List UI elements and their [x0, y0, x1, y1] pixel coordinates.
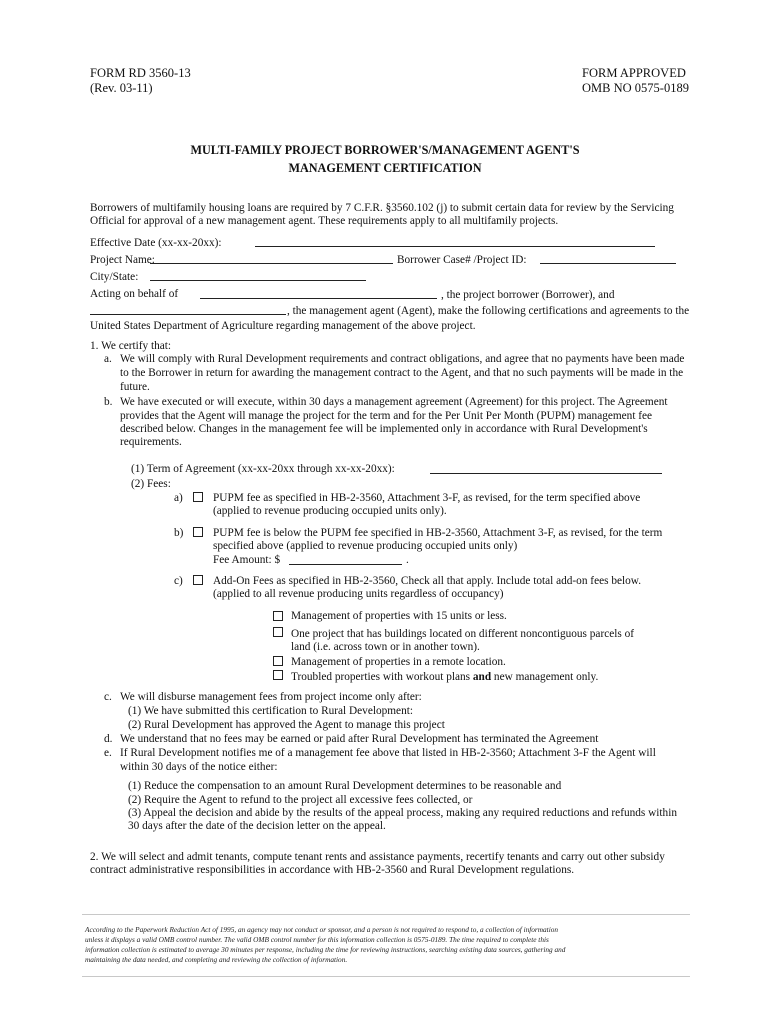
- item-d-label: d.: [104, 733, 113, 745]
- item-e-4: 30 days after the date of the decision letter on the appeal.: [128, 820, 386, 832]
- item-a-line1: We will comply with Rural Development requirements and contract obligations, and agree that no payments have been made: [120, 353, 685, 365]
- fee-c-line2: (applied to all revenue producing units regardless of occupancy): [213, 588, 504, 600]
- footer-line3: information collection is estimated to average 30 minutes per response, including the time for reviewing instructions, searching existing data sources, gathering and: [85, 945, 566, 954]
- addon-4-text: [291, 670, 598, 684]
- fee-b-checkbox[interactable]: [193, 527, 203, 537]
- effective-date-label: Effective Date (xx-xx-20xx):: [90, 237, 222, 249]
- item-b-line1: We have executed or will execute, within 30 days a management agreement (Agreement) for this project. The Agreement: [120, 396, 668, 408]
- item-e-label: e.: [104, 747, 112, 759]
- borrower-name-field[interactable]: [200, 298, 437, 299]
- fee-b-line1: PUPM fee is below the PUPM fee specified in HB-2-3560, Attachment 3-F, as revised, for the term: [213, 527, 663, 539]
- addon-4-checkbox[interactable]: [273, 670, 283, 680]
- fee-amount-field[interactable]: [289, 564, 402, 565]
- intro-line2: Official for approval of a new management agent. These requirements apply to all multifamily projects.: [90, 215, 559, 227]
- item-b-line4: requirements.: [120, 436, 182, 448]
- item-e-1: (1) Reduce the compensation to an amount Rural Development determines to be reasonable and: [128, 780, 562, 792]
- fee-b-label: b): [174, 527, 184, 539]
- addon-4-text-post: new management only.: [491, 671, 599, 683]
- fees-label: (2) Fees:: [131, 478, 171, 490]
- agent-suffix: , the management agent (Agent), make the following certifications and agreements to the: [287, 305, 690, 317]
- addon-1-text: Management of properties with 15 units or less.: [291, 610, 507, 622]
- fee-b-line2: specified above (applied to revenue producing occupied units only): [213, 540, 518, 552]
- form-number: FORM RD 3560-13: [90, 66, 191, 80]
- item-b-line3: described below. Changes in the management fee will be implemented only in accordance with Rural Development's: [120, 423, 648, 435]
- item-e-3: (3) Appeal the decision and abide by the results of the appeal process, making any required reductions and refunds within: [128, 807, 677, 819]
- item-d-text: We understand that no fees may be earned or paid after Rural Development has terminated the Agreement: [120, 733, 599, 745]
- addon-2-checkbox[interactable]: [273, 627, 283, 637]
- item-a-line2: to the Borrower in return for awarding the management contract to the Agent, and that no such payments will be made in the: [120, 367, 684, 379]
- page-title-line1: MULTI-FAMILY PROJECT BORROWER'S/MANAGEMENT AGENT'S: [190, 143, 580, 157]
- borrower-case-field[interactable]: [540, 263, 676, 264]
- fee-a-label: a): [174, 492, 183, 504]
- section2-line2: contract administrative responsibilities in accordance with HB-2-3560 and Rural Development regulations.: [90, 864, 575, 876]
- footer-line4: maintaining the data needed, and completing and reviewing the collection of information.: [85, 955, 348, 964]
- acting-on-behalf-label: Acting on behalf of: [90, 288, 179, 300]
- city-state-label: City/State:: [90, 271, 139, 283]
- item-a-label: a.: [104, 353, 112, 365]
- page-title-line2: MANAGEMENT CERTIFICATION: [288, 161, 482, 175]
- footer-bottom-rule: [82, 976, 690, 977]
- addon-4-text-bold: and: [472, 671, 492, 683]
- fee-a-line1: PUPM fee as specified in HB-2-3560, Attachment 3-F, as revised, for the term specified above: [213, 492, 641, 504]
- footer-line2: unless it displays a valid OMB control number. The valid OMB control number for this information collection is 0575-0189. The time required to complete this: [85, 935, 549, 944]
- term-of-agreement-field[interactable]: [430, 473, 662, 474]
- fee-a-line2: (applied to revenue producing occupied units only).: [213, 505, 447, 517]
- footer-line1: According to the Paperwork Reduction Act of 1995, an agency may not conduct or sponsor, and a person is not required to respond to, a collection of information: [85, 925, 559, 934]
- item-e-line1: If Rural Development notifies me of a management fee above that listed in HB-2-3560; Attachment 3-F the Agent will: [120, 747, 656, 759]
- addon-1-checkbox[interactable]: [273, 611, 283, 621]
- addon-3-text: Management of properties in a remote location.: [291, 656, 506, 668]
- project-name-label: Project Name:: [90, 254, 155, 266]
- intro-line1: Borrowers of multifamily housing loans are required by 7 C.F.R. §3560.102 (j) to submit certain data for review by the Servicing: [90, 202, 674, 214]
- agent-name-field[interactable]: [90, 314, 286, 315]
- effective-date-field[interactable]: [255, 246, 655, 247]
- item-a-line3: future.: [120, 381, 150, 393]
- section1-heading: 1. We certify that:: [90, 340, 172, 352]
- term-label: (1) Term of Agreement (xx-xx-20xx through xx-xx-20xx):: [131, 463, 395, 475]
- item-c-1: (1) We have submitted this certification to Rural Development:: [128, 705, 413, 717]
- item-b-line2: provides that the Agent will manage the project for the term and for the Per Unit Per Month (PUPM) management fee: [120, 410, 653, 422]
- fee-c-line1: Add-On Fees as specified in HB-2-3560, Check all that apply. Include total add-on fees below.: [213, 575, 642, 587]
- item-e-2: (2) Require the Agent to refund to the project all excessive fees collected, or: [128, 794, 473, 806]
- form-revision: (Rev. 03-11): [90, 81, 153, 95]
- item-c-label: c.: [104, 691, 112, 703]
- fee-amount-period: .: [406, 554, 409, 566]
- item-c-text: We will disburse management fees from project income only after:: [120, 691, 422, 703]
- fee-a-checkbox[interactable]: [193, 492, 203, 502]
- fee-amount-label: Fee Amount: $: [213, 554, 281, 566]
- omb-number: OMB NO 0575-0189: [582, 81, 689, 95]
- borrower-suffix: , the project borrower (Borrower), and: [441, 289, 615, 301]
- addon-3-checkbox[interactable]: [273, 656, 283, 666]
- fee-c-checkbox[interactable]: [193, 575, 203, 585]
- footer-top-rule: [82, 914, 690, 915]
- acting-line3: United States Department of Agriculture regarding management of the above project.: [90, 320, 476, 332]
- addon-2-text: One project that has buildings located on different noncontiguous parcels of: [291, 628, 634, 640]
- city-state-field[interactable]: [150, 280, 366, 281]
- project-name-field[interactable]: [150, 263, 393, 264]
- fee-c-label: c): [174, 575, 183, 587]
- item-b-label: b.: [104, 396, 113, 408]
- item-c-2: (2) Rural Development has approved the Agent to manage this project: [128, 719, 445, 731]
- borrower-case-label: Borrower Case# /Project ID:: [397, 254, 527, 266]
- addon-4-text-pre: Troubled properties with workout plans: [291, 671, 473, 683]
- form-approved: FORM APPROVED: [582, 66, 686, 80]
- section2-line1: 2. We will select and admit tenants, compute tenant rents and assistance payments, recertify tenants and carry out other subsidy: [90, 851, 665, 863]
- addon-2-text2: land (i.e. across town or in another town).: [291, 641, 480, 653]
- item-e-line2: within 30 days of the notice either:: [120, 761, 278, 773]
